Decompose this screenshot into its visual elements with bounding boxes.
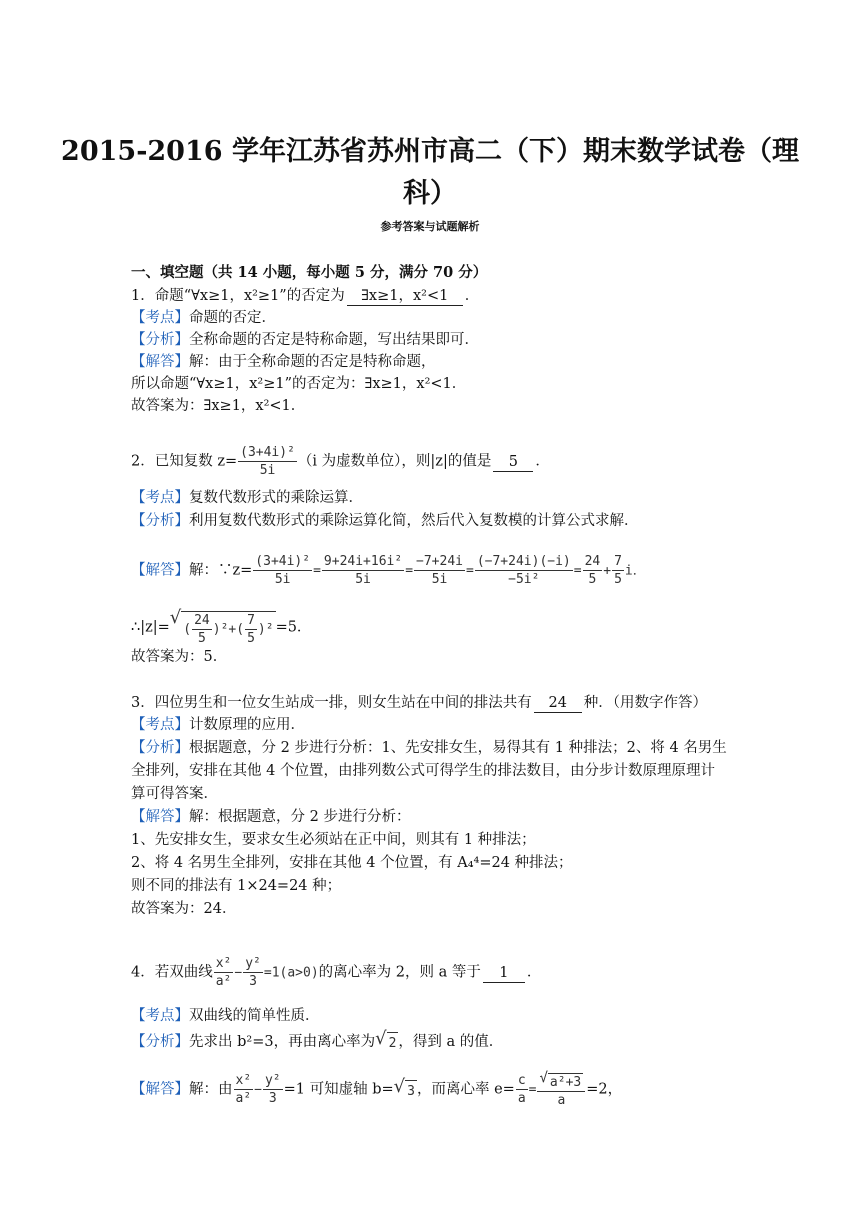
radicand: ( $\frac{24}{5}$ )²+( $\frac{7}{5}$ )² xyxy=(183,613,274,646)
q4-kaodian xyxy=(131,1005,320,1027)
fraction-numerator: 9+24i+16i² xyxy=(323,554,403,569)
q1-final: 故答案为：∃x≥1，x²<1． xyxy=(131,398,306,414)
fraction-denominator: 5 xyxy=(247,631,255,646)
q1-kaodian xyxy=(131,307,276,329)
fenxi-tag: 【分析】 xyxy=(131,740,189,756)
fraction-denominator: a xyxy=(557,1093,566,1108)
square-root xyxy=(375,1029,398,1055)
fraction-denominator: −5i² xyxy=(508,572,540,587)
fraction-numerator: (3+4i)² xyxy=(255,554,311,569)
q2-fraction-5 xyxy=(583,553,603,588)
q4-answer: 1 xyxy=(483,964,525,983)
q2-jieda-lead: 解：∵z= xyxy=(189,562,253,579)
q4-hyperbola-y-term xyxy=(243,955,263,990)
square-root xyxy=(539,1070,583,1091)
jieda-tag: 【解答】 xyxy=(131,809,189,825)
section-heading: 一、填空题（共 14 小题，每小题 5 分，满分 70 分） xyxy=(131,264,488,281)
fraction-numerator: x² xyxy=(235,1073,252,1088)
q4-hyperbola-x-term xyxy=(214,955,234,990)
q2-fraction-1 xyxy=(253,553,312,588)
fraction-numerator: 24 xyxy=(584,554,601,569)
q3-step-1: 1、先安排女生，要求女生必须站在正中间，则其有 1 种排法； xyxy=(131,832,536,848)
q3-fenxi-text: 根据题意，分 2 步进行分析：1、先安排女生，易得其有 1 种排法；2、将 4 名男生 xyxy=(189,740,727,756)
fraction-numerator: 7 xyxy=(614,554,622,569)
fenxi-tag: 【分析】 xyxy=(131,513,189,529)
equals-sign: = xyxy=(573,563,582,579)
q2-mod-lead: ∴|z|= xyxy=(131,619,170,636)
q1-fenxi-text: 全称命题的否定是特称命题，写出结果即可． xyxy=(189,332,479,348)
q2-jieda xyxy=(131,553,646,588)
q4-jieda-text-2: =1 可知虚轴 b= xyxy=(283,1081,394,1098)
equals-sign: = xyxy=(405,563,414,579)
kaodian-tag: 【考点】 xyxy=(131,717,189,733)
jieda-tag: 【解答】 xyxy=(131,1081,189,1098)
q3-fenxi-line3: 算可得答案． xyxy=(131,786,218,802)
q3-stem-text: 3．四位男生和一位女生站成一排，则女生站在中间的排法共有 xyxy=(131,695,532,711)
radicand: 2 xyxy=(387,1032,399,1055)
q2-fraction-3 xyxy=(414,553,465,588)
fraction-denominator: 5 xyxy=(198,631,206,646)
fraction-denominator: 5i xyxy=(259,463,276,478)
fraction-denominator: 3 xyxy=(268,1091,277,1106)
q2-stem xyxy=(131,444,550,479)
q4-jieda-text-3: ，而离心率 e= xyxy=(416,1081,515,1098)
q3-step-2: 2、将 4 名男生全排列，安排在其他 4 个位置，有 A₄⁴=24 种排法； xyxy=(131,855,573,871)
q4-eccentricity-fraction-2 xyxy=(537,1070,585,1109)
q2-fraction-4 xyxy=(475,553,573,588)
fraction-numerator: −7+24i xyxy=(416,554,463,569)
q2-mod-end: =5． xyxy=(275,619,312,636)
mod-fraction-a xyxy=(192,612,212,647)
q2-answer: 5 xyxy=(493,453,533,472)
q2-stem-end: ． xyxy=(535,453,550,470)
q2-modulus xyxy=(131,608,311,647)
q1-answer: ∃x≥1，x²<1 xyxy=(347,287,463,306)
q2-fraction-6 xyxy=(612,553,624,588)
subtitle: 参考答案与试题解析 xyxy=(380,220,480,233)
fenxi-tag: 【分析】 xyxy=(131,1034,189,1050)
plus-sign: + xyxy=(603,563,612,579)
q4-fenxi-text-2: ，得到 a 的值． xyxy=(398,1034,504,1050)
q4-kaodian-text: 双曲线的简单性质． xyxy=(189,1008,320,1024)
fraction-numerator: y² xyxy=(264,1073,281,1088)
radical-sign-icon: √ xyxy=(393,1075,406,1097)
jieda-tag: 【解答】 xyxy=(131,562,189,579)
kaodian-tag: 【考点】 xyxy=(131,310,189,326)
q1-stem-text: 1．命题“∀x≥1，x²≥1”的否定为 xyxy=(131,288,345,304)
fraction-numerator xyxy=(537,1070,585,1092)
fraction-denominator: 5i xyxy=(274,572,291,587)
q3-kaodian-text: 计数原理的应用． xyxy=(189,717,305,733)
q2-fenxi xyxy=(131,510,639,532)
q4-jieda-x-term xyxy=(234,1072,254,1107)
q3-answer: 24 xyxy=(534,694,582,713)
radicand: a²+3 xyxy=(549,1075,582,1090)
fraction-numerator: (−7+24i)(−i) xyxy=(476,554,571,569)
fraction-numerator: x² xyxy=(215,956,232,971)
fraction-numerator: y² xyxy=(245,956,261,971)
equals-sign: = xyxy=(466,563,474,579)
q3-fenxi xyxy=(131,737,727,759)
q4-stem-end: ． xyxy=(526,964,542,981)
radical-sign-icon: √ xyxy=(539,1070,548,1086)
equals-sign: = xyxy=(528,1082,537,1098)
kaodian-tag: 【考点】 xyxy=(131,490,189,506)
q2-stem-fraction xyxy=(238,444,297,479)
q3-jieda-text: 解：根据题意，分 2 步进行分析： xyxy=(189,809,411,825)
title-line-2: 科） xyxy=(403,178,457,209)
fraction-numerator: 7 xyxy=(247,613,255,628)
q1-kaodian-text: 命题的否定． xyxy=(189,310,276,326)
q1-jieda xyxy=(131,351,436,373)
q2-stem-text-2: （i 为虚数单位），则|z|的值是 xyxy=(297,453,492,470)
minus-sign: − xyxy=(254,1082,262,1098)
fraction-numerator: 24 xyxy=(194,613,210,628)
fraction-denominator: 5 xyxy=(614,572,622,587)
fraction-denominator: a² xyxy=(215,974,232,989)
fraction-denominator: 3 xyxy=(249,974,257,989)
hyperbola-condition: =1(a>0) xyxy=(263,965,319,981)
q1-jieda-line2: 所以命题“∀x≥1，x²≥1”的否定为：∃x≥1，x²<1． xyxy=(131,376,467,392)
q2-kaodian-text: 复数代数形式的乘除运算． xyxy=(189,490,363,506)
fraction-denominator: a² xyxy=(235,1091,252,1106)
fraction-numerator: (3+4i)² xyxy=(240,445,295,460)
q2-fenxi-text: 利用复数代数形式的乘除运算化简，然后代入复数模的计算公式求解． xyxy=(189,513,639,529)
q4-fenxi-text: 先求出 b²=3，再由离心率为 xyxy=(189,1034,376,1050)
radicand: 3 xyxy=(405,1080,417,1103)
jieda-tag: 【解答】 xyxy=(131,354,189,370)
minus-sign: − xyxy=(234,965,243,981)
q1-stem-end: ． xyxy=(464,288,480,304)
title-line-1: 2015-2016 学年江苏省苏州市高二（下）期末数学试卷（理 xyxy=(61,136,799,167)
q4-stem-text-2: 的离心率为 2，则 a 等于 xyxy=(318,964,481,981)
q4-jieda-text: 解：由 xyxy=(189,1081,233,1098)
q2-kaodian xyxy=(131,487,363,509)
fenxi-tag: 【分析】 xyxy=(131,332,189,348)
kaodian-tag: 【考点】 xyxy=(131,1008,189,1024)
fraction-denominator: 5 xyxy=(588,572,597,587)
fraction-denominator: 5i xyxy=(355,572,371,587)
q2-stem-text: 2．已知复数 z= xyxy=(131,453,238,470)
q4-eccentricity-fraction xyxy=(516,1072,528,1107)
q1-fenxi xyxy=(131,329,479,351)
equals-sign: = xyxy=(313,563,321,579)
q3-step-3: 则不同的排法有 1×24=24 种； xyxy=(131,878,342,894)
radical-sign-icon: √ xyxy=(169,607,182,628)
q4-jieda xyxy=(131,1070,622,1109)
q4-stem xyxy=(131,955,541,990)
q1-jieda-text: 解：由于全称命题的否定是特称命题， xyxy=(189,354,436,370)
q3-final: 故答案为：24． xyxy=(131,901,237,917)
imaginary-unit-end: i． xyxy=(624,563,646,579)
q3-kaodian xyxy=(131,714,305,736)
radical-sign-icon: √ xyxy=(375,1028,387,1049)
mod-fraction-b xyxy=(245,612,257,647)
q3-stem-end: 种．（用数字作答） xyxy=(583,695,707,711)
q2-fraction-2 xyxy=(322,553,404,588)
square-root xyxy=(170,608,276,647)
fraction-numerator: c xyxy=(517,1073,526,1088)
q1-stem xyxy=(131,285,479,307)
q4-stem-text: 4．若双曲线 xyxy=(131,964,213,981)
q4-jieda-y-term xyxy=(263,1072,283,1107)
q3-jieda xyxy=(131,806,410,828)
fraction-denominator: 5i xyxy=(431,572,448,587)
fraction-denominator: a xyxy=(517,1091,526,1106)
q4-jieda-text-4: =2， xyxy=(586,1081,623,1098)
q4-fenxi xyxy=(131,1029,503,1055)
square-root xyxy=(394,1077,417,1103)
q3-stem xyxy=(131,692,707,714)
q2-final: 故答案为：5． xyxy=(131,649,228,665)
q3-fenxi-line2: 全排列，安排在其他 4 个位置，由排列数公式可得学生的排法数目，由分步计数原理原理计 xyxy=(131,763,715,779)
